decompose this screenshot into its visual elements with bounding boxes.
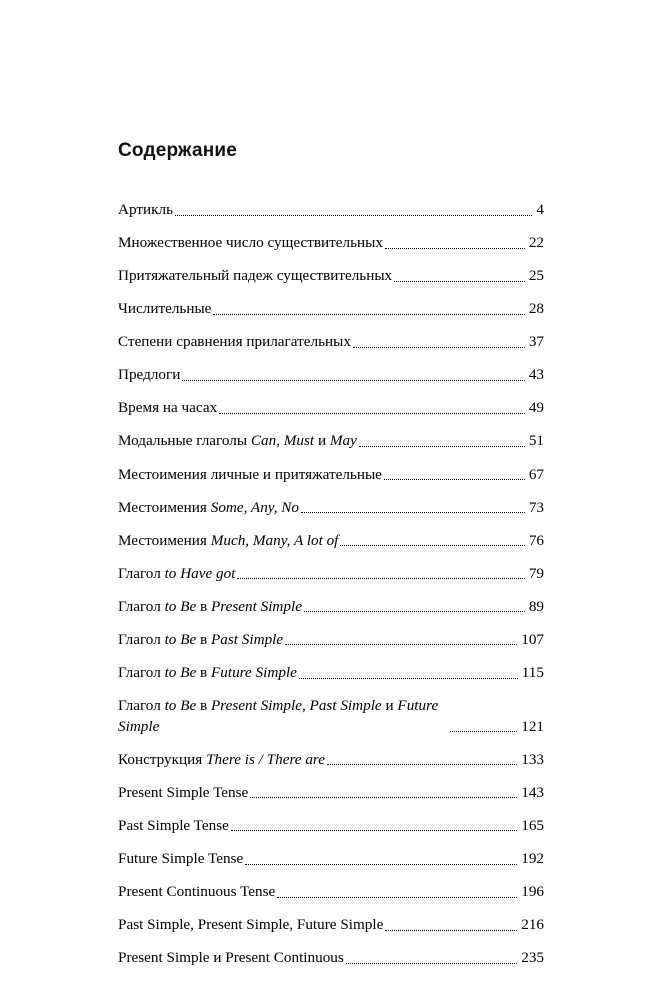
toc-entry-page-number: 51 <box>528 432 544 450</box>
toc-entry-page-number: 143 <box>521 783 544 801</box>
toc-entry-page-number: 133 <box>521 750 544 768</box>
toc-leader-dots <box>277 896 517 898</box>
toc-leader-dots <box>219 412 525 414</box>
toc-entry-page-number: 49 <box>528 399 544 417</box>
toc-leader-dots <box>346 962 517 964</box>
toc-entry[interactable] <box>118 332 544 353</box>
toc-entry-label: Местоимения Much, Many, A lot of <box>118 531 339 549</box>
toc-entry[interactable] <box>118 266 544 287</box>
toc-entry-page-number: 37 <box>528 333 544 351</box>
toc-entry[interactable] <box>118 882 544 903</box>
toc-entry[interactable] <box>118 200 544 221</box>
toc-entry[interactable] <box>118 498 544 519</box>
toc-entry-page-number: 28 <box>528 300 544 318</box>
toc-leader-dots <box>385 247 525 249</box>
toc-entry-page-number: 4 <box>536 201 544 218</box>
toc-entry[interactable] <box>118 398 544 419</box>
toc-leader-dots <box>285 643 517 645</box>
toc-entry-page-number: 121 <box>521 717 544 735</box>
toc-entry[interactable] <box>118 465 544 486</box>
toc-entry[interactable] <box>118 531 544 552</box>
toc-entry-page-number: 235 <box>521 949 544 967</box>
page-title: Содержание <box>118 140 238 161</box>
toc-entry-label: Конструкция There is / There are <box>118 750 326 768</box>
toc-entry-page-number: 115 <box>521 663 544 681</box>
toc-entry[interactable] <box>118 915 544 936</box>
toc-entry[interactable] <box>118 849 544 870</box>
toc-leader-dots <box>250 796 517 798</box>
toc-leader-dots <box>385 929 517 931</box>
toc-entry-label: Степени сравнения прилагательных <box>118 333 351 351</box>
toc-entry-label: Притяжательный падеж существительных <box>118 267 393 285</box>
toc-entry[interactable] <box>118 783 544 804</box>
toc-entry-page-number: 192 <box>521 849 544 867</box>
toc-entry[interactable] <box>118 663 544 684</box>
toc-entry-label: Present Simple и Present Continuous <box>118 949 344 967</box>
toc-entry-page-number: 216 <box>521 915 544 933</box>
toc-entry-page-number: 107 <box>521 630 544 648</box>
toc-leader-dots <box>245 863 517 865</box>
toc-entry-page-number: 76 <box>528 531 544 549</box>
toc-entry-page-number: 22 <box>528 234 544 252</box>
toc-content <box>118 140 544 981</box>
toc-leader-dots <box>384 478 525 480</box>
toc-entry-label: Present Simple Tense <box>118 783 249 801</box>
toc-entry[interactable] <box>118 816 544 837</box>
toc-leader-dots <box>340 544 524 546</box>
toc-entry-label: Время на часах <box>118 399 218 417</box>
toc-entry-label: Past Simple Tense <box>118 816 229 834</box>
toc-entry[interactable] <box>118 431 544 452</box>
toc-entry[interactable] <box>118 750 544 771</box>
toc-leader-dots <box>299 677 518 679</box>
toc-entry-label: Предлоги <box>118 366 181 384</box>
toc-leader-dots <box>304 610 525 612</box>
toc-leader-dots <box>327 763 517 765</box>
toc-entry-page-number: 67 <box>528 465 544 483</box>
toc-entry[interactable] <box>118 630 544 651</box>
toc-leader-dots <box>359 445 525 447</box>
toc-entry-label: Future Simple Tense <box>118 849 244 867</box>
toc-list <box>118 200 544 969</box>
toc-leader-dots <box>394 280 525 282</box>
toc-leader-dots <box>353 346 525 348</box>
toc-entry-label: Глагол to Be в Past Simple <box>118 630 284 648</box>
toc-leader-dots <box>175 214 532 216</box>
toc-entry-page-number: 165 <box>521 816 544 834</box>
toc-entry[interactable] <box>118 365 544 386</box>
toc-entry-label: Артикль <box>118 201 174 218</box>
toc-entry[interactable] <box>118 299 544 320</box>
toc-entry-page-number: 89 <box>528 597 544 615</box>
toc-leader-dots <box>450 730 517 732</box>
toc-entry-page-number: 43 <box>528 366 544 384</box>
toc-entry-label: Множественное число существительных <box>118 234 383 252</box>
toc-entry[interactable] <box>118 564 544 585</box>
toc-leader-dots <box>301 511 525 513</box>
toc-entry-page-number: 25 <box>528 267 544 285</box>
toc-entry-label: Числительные <box>118 300 212 318</box>
toc-leader-dots <box>182 379 524 381</box>
toc-entry[interactable] <box>118 696 544 737</box>
toc-entry-label: Глагол to Be в Present Simple, Past Simple и Future Simple <box>118 696 439 735</box>
toc-entry-label: Глагол to Be в Future Simple <box>118 663 297 681</box>
toc-entry-label: Глагол to Have got <box>118 564 236 582</box>
toc-entry-page-number: 73 <box>528 498 544 516</box>
toc-entry-page-number: 79 <box>528 564 544 582</box>
toc-leader-dots <box>231 829 517 831</box>
toc-entry[interactable] <box>118 233 544 254</box>
toc-leader-dots <box>237 577 524 579</box>
toc-entry[interactable] <box>118 597 544 618</box>
toc-entry[interactable] <box>118 948 544 969</box>
toc-entry-page-number: 196 <box>521 882 544 900</box>
toc-entry-label: Past Simple, Present Simple, Future Simple <box>118 915 384 933</box>
toc-entry-label: Модальные глаголы Can, Must и May <box>118 432 357 450</box>
toc-entry-label: Present Continuous Tense <box>118 882 276 900</box>
toc-entry-label: Местоимения Some, Any, No <box>118 498 300 516</box>
toc-leader-dots <box>213 313 524 315</box>
toc-entry-label: Глагол to Be в Present Simple <box>118 597 302 615</box>
toc-entry-label: Местоимения личные и притяжательные <box>118 465 382 483</box>
